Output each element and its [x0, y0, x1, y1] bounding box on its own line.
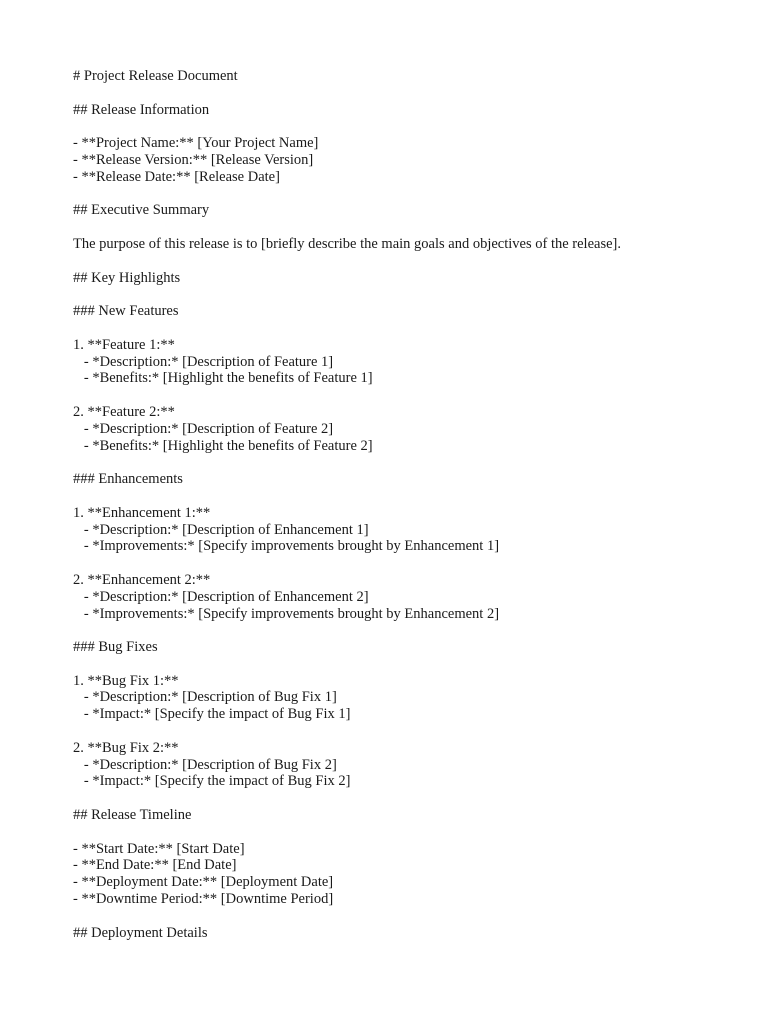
subsection-heading: ### Bug Fixes: [73, 639, 158, 656]
document-body: [73, 68, 733, 941]
blank-line: [73, 118, 733, 135]
bullet-item: - **Downtime Period:** [Downtime Period]: [73, 891, 334, 908]
bullet-item: - *Description:* [Description of Bug Fix 2]: [73, 756, 337, 773]
numbered-item: 1. **Enhancement 1:**: [73, 504, 211, 521]
numbered-item: 2. **Enhancement 2:**: [73, 571, 211, 588]
numbered-item: 1. **Feature 1:**: [73, 336, 175, 353]
bullet-item: - **Deployment Date:** [Deployment Date]: [73, 874, 334, 891]
blank-line: [73, 790, 733, 807]
bullet-item: - *Benefits:* [Highlight the benefits of Feature 2]: [73, 437, 373, 454]
bullet-item: - *Description:* [Description of Enhancement 2]: [73, 588, 369, 605]
bullet-item: - **Release Version:** [Release Version]: [73, 151, 314, 168]
section-heading: ## Deployment Details: [73, 924, 208, 941]
bullet-item: - *Description:* [Description of Bug Fix 1]: [73, 689, 337, 706]
bullet-item: - *Impact:* [Specify the impact of Bug Fix 2]: [73, 773, 351, 790]
bullet-item: - **Start Date:** [Start Date]: [73, 840, 245, 857]
blank-line: [73, 85, 733, 102]
section-heading: ## Key Highlights: [73, 269, 181, 286]
bullet-item: - **Release Date:** [Release Date]: [73, 168, 280, 185]
blank-line: [73, 488, 733, 505]
bullet-item: - *Description:* [Description of Enhancement 1]: [73, 521, 369, 538]
blank-line: [73, 219, 733, 236]
section-heading: ## Release Information: [73, 101, 210, 118]
subsection-heading: ### Enhancements: [73, 471, 183, 488]
blank-line: [73, 824, 733, 841]
bullet-item: - **End Date:** [End Date]: [73, 857, 237, 874]
blank-line: [73, 186, 733, 203]
blank-line: [73, 253, 733, 270]
bullet-item: - *Description:* [Description of Feature 1]: [73, 353, 334, 370]
blank-line: [73, 555, 733, 572]
bullet-item: - *Benefits:* [Highlight the benefits of Feature 1]: [73, 370, 373, 387]
bullet-item: - **Project Name:** [Your Project Name]: [73, 135, 319, 152]
blank-line: [73, 387, 733, 404]
blank-line: [73, 908, 733, 925]
blank-line: [73, 723, 733, 740]
bullet-item: - *Improvements:* [Specify improvements brought by Enhancement 1]: [73, 538, 500, 555]
numbered-item: 2. **Feature 2:**: [73, 403, 175, 420]
bullet-item: - *Description:* [Description of Feature 2]: [73, 420, 334, 437]
section-heading: ## Release Timeline: [73, 807, 192, 824]
blank-line: [73, 622, 733, 639]
document-title: # Project Release Document: [73, 68, 238, 84]
bullet-item: - *Impact:* [Specify the impact of Bug Fix 1]: [73, 706, 351, 723]
paragraph: The purpose of this release is to [briefly describe the main goals and objectives of the release].: [73, 235, 621, 252]
section-heading: ## Executive Summary: [73, 202, 210, 219]
blank-line: [73, 320, 733, 337]
bullet-item: - *Improvements:* [Specify improvements brought by Enhancement 2]: [73, 605, 500, 622]
blank-line: [73, 454, 733, 471]
blank-line: [73, 286, 733, 303]
blank-line: [73, 656, 733, 673]
numbered-item: 2. **Bug Fix 2:**: [73, 739, 179, 756]
subsection-heading: ### New Features: [73, 303, 179, 320]
numbered-item: 1. **Bug Fix 1:**: [73, 672, 179, 689]
